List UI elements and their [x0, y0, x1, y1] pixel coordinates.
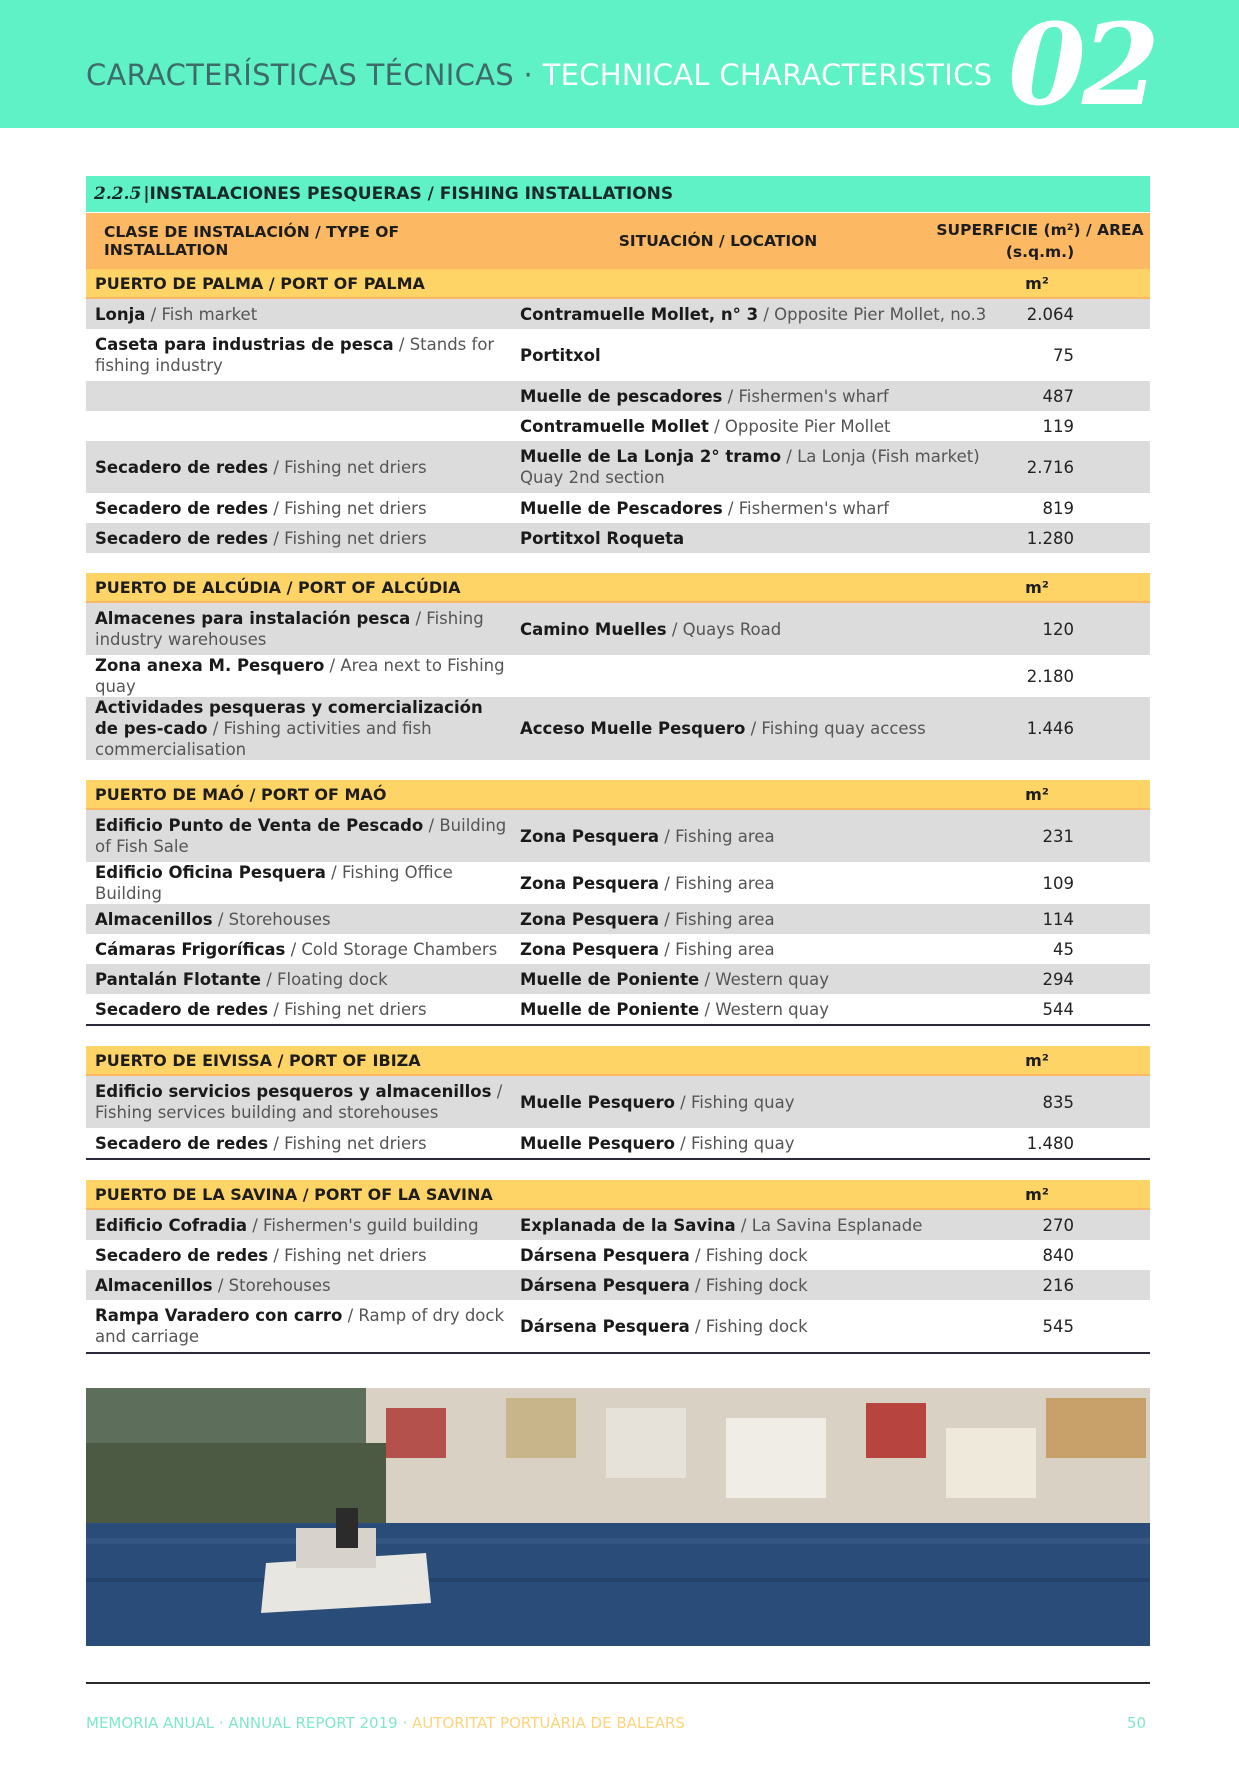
- port-name: PUERTO DE MAÓ / PORT OF MAÓ: [95, 784, 387, 804]
- table-row: [86, 994, 1150, 1024]
- location-en: / Fishing dock: [689, 1245, 808, 1265]
- installation-type: [86, 1245, 510, 1266]
- location-es: Dársena Pesquera: [520, 1275, 690, 1295]
- type-es: Lonja: [95, 304, 146, 324]
- installation-type: [86, 999, 510, 1020]
- installation-area: 294: [1042, 969, 1074, 989]
- footer: [86, 1714, 685, 1732]
- installation-location: [510, 304, 1020, 325]
- installation-location: [510, 1133, 1020, 1154]
- fishing-installations-table: [86, 176, 1150, 1354]
- type-es: Edificio servicios pesqueros y almacenillos: [95, 1082, 492, 1101]
- type-en: / Storehouses: [212, 1275, 331, 1295]
- page-number: 50: [1127, 1714, 1147, 1732]
- location-en: / La Savina Esplanade: [735, 1215, 923, 1235]
- installation-location: [510, 446, 1020, 488]
- table-row: [86, 411, 1150, 441]
- title-es: CARACTERÍSTICAS TÉCNICAS: [86, 58, 514, 92]
- location-es: Muelle de Pescadores: [520, 498, 723, 518]
- table-row: [86, 1210, 1150, 1240]
- installation-location: [510, 528, 1020, 549]
- type-en: / Fishing net driers: [268, 1133, 427, 1153]
- installation-location: [510, 1092, 1020, 1113]
- installation-location: [510, 498, 1020, 519]
- installation-area: 1.480: [1026, 1133, 1074, 1153]
- footer-org: AUTORITAT PORTUÀRIA DE BALEARS: [412, 1714, 685, 1732]
- table-row: [86, 1300, 1150, 1352]
- installation-location: [510, 969, 1020, 990]
- type-en: / Fishing services building and storehouses: [95, 1082, 503, 1122]
- type-en: / Fishing net driers: [268, 498, 427, 518]
- location-en: / Opposite Pier Mollet: [708, 416, 891, 436]
- port-group: [86, 269, 1150, 553]
- port-group: [86, 573, 1150, 760]
- location-es: Muelle de La Lonja 2° tramo: [520, 447, 782, 466]
- location-es: Muelle de pescadores: [520, 386, 723, 406]
- table-row: [86, 934, 1150, 964]
- installation-type: [86, 862, 510, 904]
- location-en: / Fishing quay: [674, 1133, 795, 1153]
- installation-area: 120: [1042, 619, 1074, 639]
- section-label: INSTALACIONES PESQUERAS / FISHING INSTALLATIONS: [149, 184, 674, 204]
- type-es: Secadero de redes: [95, 498, 269, 518]
- installation-type: [86, 528, 510, 549]
- type-en: / Building of Fish Sale: [95, 816, 507, 856]
- installation-area: 75: [1053, 345, 1074, 365]
- location-es: Muelle Pesquero: [520, 1133, 675, 1153]
- installation-area: 544: [1042, 999, 1074, 1019]
- table-row: [86, 964, 1150, 994]
- table-row: [86, 904, 1150, 934]
- location-es: Portitxol: [520, 345, 601, 365]
- location-es: Zona Pesquera: [520, 939, 660, 959]
- type-en: / Fishing net driers: [268, 999, 427, 1019]
- type-en: / Fishing Office Building: [95, 863, 453, 903]
- type-es: Secadero de redes: [95, 999, 269, 1019]
- installation-area: 840: [1042, 1245, 1074, 1265]
- column-header-area-line1: SUPERFICIE (m²) / AREA: [936, 221, 1144, 239]
- installation-type: [86, 909, 510, 930]
- column-header-area-line2: (s.q.m.): [1005, 243, 1075, 261]
- port-unit: m²: [1025, 273, 1049, 293]
- type-es: Almacenillos: [95, 1275, 213, 1295]
- port-unit: m²: [1025, 577, 1049, 597]
- table-row: [86, 441, 1150, 493]
- type-en: / Cold Storage Chambers: [285, 939, 498, 959]
- location-es: Contramuelle Mollet, n° 3: [520, 304, 759, 324]
- installation-location: [510, 1275, 1020, 1296]
- installation-area: 114: [1042, 909, 1074, 929]
- type-es: Edificio Punto de Venta de Pescado: [95, 816, 424, 835]
- installation-location: [510, 1215, 1020, 1236]
- type-es: Secadero de redes: [95, 1245, 269, 1265]
- type-en: / Fishermen's guild building: [246, 1215, 479, 1235]
- installation-area: 819: [1042, 498, 1074, 518]
- location-en: / Fishing dock: [689, 1316, 808, 1336]
- location-en: / Fishing dock: [689, 1275, 808, 1295]
- type-es: Almacenillos: [95, 909, 213, 929]
- type-en: / Fish market: [145, 304, 258, 324]
- installation-type: [86, 1305, 510, 1347]
- port-name: PUERTO DE ALCÚDIA / PORT OF ALCÚDIA: [95, 577, 461, 597]
- port-header: [86, 573, 1150, 603]
- type-en: / Fishing activities and fish commercialisation: [95, 719, 432, 759]
- location-es: Muelle de Poniente: [520, 969, 700, 989]
- installation-location: [510, 826, 1020, 847]
- location-en: / Fishing quay access: [745, 719, 926, 738]
- column-header-area: [930, 219, 1150, 263]
- table-row: [86, 697, 1150, 760]
- type-en: / Stands for fishing industry: [95, 335, 495, 375]
- title-separator: ·: [514, 58, 543, 92]
- installation-type: [86, 655, 510, 697]
- location-es: Zona Pesquera: [520, 873, 660, 893]
- location-es: Dársena Pesquera: [520, 1316, 690, 1336]
- location-en: / Fishermen's wharf: [722, 498, 890, 518]
- location-es: Acceso Muelle Pesquero: [520, 719, 746, 738]
- installation-area: 835: [1042, 1092, 1074, 1112]
- installation-area: 231: [1042, 826, 1074, 846]
- installation-type: [86, 304, 510, 325]
- location-en: / Fishing area: [659, 909, 775, 929]
- section-number: 2.2.5: [94, 184, 142, 204]
- port-name: PUERTO DE LA SAVINA / PORT OF LA SAVINA: [95, 1184, 493, 1204]
- location-es: Dársena Pesquera: [520, 1245, 690, 1265]
- title-en: TECHNICAL CHARACTERISTICS: [542, 58, 993, 92]
- installation-type: [86, 1215, 510, 1236]
- location-en: / Fishing area: [659, 826, 775, 846]
- installation-area: 487: [1042, 386, 1074, 406]
- installation-location: [510, 345, 1020, 366]
- installation-location: [510, 939, 1020, 960]
- installation-type: [86, 969, 510, 990]
- type-es: Rampa Varadero con carro: [95, 1306, 343, 1325]
- footer-report: MEMORIA ANUAL · ANNUAL REPORT 2019 ·: [86, 1714, 412, 1732]
- chapter-number: 02: [1008, 0, 1156, 131]
- location-es: Zona Pesquera: [520, 826, 660, 846]
- table-row: [86, 523, 1150, 553]
- table-row: [86, 1128, 1150, 1158]
- group-gap: [86, 553, 1150, 573]
- location-en: / Opposite Pier Mollet, no.3: [758, 304, 987, 324]
- installation-area: 270: [1042, 1215, 1074, 1235]
- installation-area: 1.280: [1026, 528, 1074, 548]
- table-row: [86, 1270, 1150, 1300]
- type-es: Actividades pesqueras y comercialización de pes-cado: [95, 698, 483, 738]
- port-group: [86, 1180, 1150, 1354]
- table-row: [86, 810, 1150, 862]
- column-headers: [86, 213, 1150, 269]
- location-es: Portitxol Roqueta: [520, 528, 685, 548]
- location-en: / Western quay: [699, 999, 829, 1019]
- port-group: [86, 780, 1150, 1026]
- column-header-location: SITUACIÓN / LOCATION: [618, 232, 818, 250]
- installation-location: [510, 416, 1020, 437]
- location-en: / Fishing area: [659, 939, 775, 959]
- location-en: / Fishermen's wharf: [722, 386, 889, 406]
- port-unit: m²: [1025, 1184, 1049, 1204]
- port-name: PUERTO DE PALMA / PORT OF PALMA: [95, 273, 425, 293]
- location-es: Muelle Pesquero: [520, 1092, 675, 1112]
- installation-type: [86, 334, 510, 376]
- table-row: [86, 603, 1150, 655]
- type-en: / Fishing net driers: [268, 528, 427, 548]
- installation-area: 1.446: [1026, 719, 1074, 738]
- group-gap: [86, 1026, 1150, 1046]
- installation-type: [86, 1133, 510, 1154]
- type-es: Pantalán Flotante: [95, 969, 261, 989]
- type-es: Zona anexa M. Pesquero: [95, 656, 325, 675]
- location-es: Zona Pesquera: [520, 909, 660, 929]
- installation-area: 119: [1042, 416, 1074, 436]
- location-en: / La Lonja (Fish market) Quay 2nd section: [520, 447, 980, 487]
- type-en: / Fishing net driers: [268, 1245, 427, 1265]
- harbour-illustration: [86, 1388, 1150, 1646]
- type-es: Almacenes para instalación pesca: [95, 609, 411, 628]
- table-row: [86, 862, 1150, 904]
- port-unit: m²: [1025, 784, 1049, 804]
- installation-location: [510, 1245, 1020, 1266]
- location-es: Camino Muelles: [520, 619, 667, 639]
- installation-type: [86, 939, 510, 960]
- installation-location: [510, 1316, 1020, 1337]
- group-gap: [86, 760, 1150, 780]
- footer-divider: [86, 1682, 1150, 1684]
- installation-location: [510, 873, 1020, 894]
- type-es: Secadero de redes: [95, 528, 269, 548]
- installation-area: 2.064: [1026, 304, 1074, 324]
- location-es: Muelle de Poniente: [520, 999, 700, 1019]
- column-header-type: CLASE DE INSTALACIÓN / TYPE OF INSTALLATION: [104, 223, 400, 259]
- table-row: [86, 655, 1150, 697]
- installation-area: 545: [1042, 1316, 1074, 1336]
- type-es: Secadero de redes: [95, 1133, 269, 1153]
- type-es: Edificio Oficina Pesquera: [95, 863, 326, 882]
- installation-location: [510, 619, 1020, 640]
- page-title: [86, 58, 992, 92]
- installation-area: 2.716: [1026, 457, 1074, 477]
- installation-location: [510, 718, 1020, 739]
- ports-container: [86, 269, 1150, 1354]
- type-en: / Floating dock: [260, 969, 388, 989]
- port-header: [86, 1180, 1150, 1210]
- installation-type: [86, 498, 510, 519]
- installation-area: 216: [1042, 1275, 1074, 1295]
- installation-location: [510, 999, 1020, 1020]
- installation-type: [86, 697, 510, 760]
- installation-type: [86, 815, 510, 857]
- table-row: [86, 329, 1150, 381]
- installation-type: [86, 608, 510, 650]
- group-gap: [86, 1160, 1150, 1180]
- type-en: / Area next to Fishing quay: [95, 656, 505, 696]
- location-en: / Quays Road: [666, 619, 782, 639]
- type-es: Secadero de redes: [95, 457, 269, 477]
- table-row: [86, 493, 1150, 523]
- type-en: / Fishing net driers: [268, 457, 427, 477]
- port-unit: m²: [1025, 1050, 1049, 1070]
- installation-type: [86, 1081, 510, 1123]
- location-en: / Fishing quay: [674, 1092, 795, 1112]
- port-header: [86, 1046, 1150, 1076]
- port-header: [86, 780, 1150, 810]
- port-header: [86, 269, 1150, 299]
- type-es: Cámaras Frigoríficas: [95, 939, 286, 959]
- type-en: / Storehouses: [212, 909, 331, 929]
- harbour-photo: [86, 1388, 1150, 1646]
- location-es: Contramuelle Mollet: [520, 416, 709, 436]
- installation-location: [510, 386, 1020, 407]
- type-en: / Fishing industry warehouses: [95, 609, 484, 649]
- installation-type: [86, 1275, 510, 1296]
- installation-area: 109: [1042, 873, 1074, 893]
- port-group: [86, 1046, 1150, 1160]
- type-es: Edificio Cofradia: [95, 1215, 247, 1235]
- installation-location: [510, 909, 1020, 930]
- installation-type: [86, 457, 510, 478]
- table-row: [86, 1076, 1150, 1128]
- type-en: / Ramp of dry dock and carriage: [95, 1306, 505, 1346]
- location-en: / Western quay: [699, 969, 829, 989]
- section-bar: |: [143, 184, 150, 204]
- table-row: [86, 381, 1150, 411]
- port-name: PUERTO DE EIVISSA / PORT OF IBIZA: [95, 1050, 421, 1070]
- table-row: [86, 299, 1150, 329]
- type-es: Caseta para industrias de pesca: [95, 335, 394, 354]
- table-row: [86, 1240, 1150, 1270]
- location-en: / Fishing area: [659, 873, 775, 893]
- section-title: [86, 176, 1150, 212]
- installation-area: 45: [1053, 939, 1074, 959]
- installation-area: 2.180: [1026, 666, 1074, 686]
- location-es: Explanada de la Savina: [520, 1215, 736, 1235]
